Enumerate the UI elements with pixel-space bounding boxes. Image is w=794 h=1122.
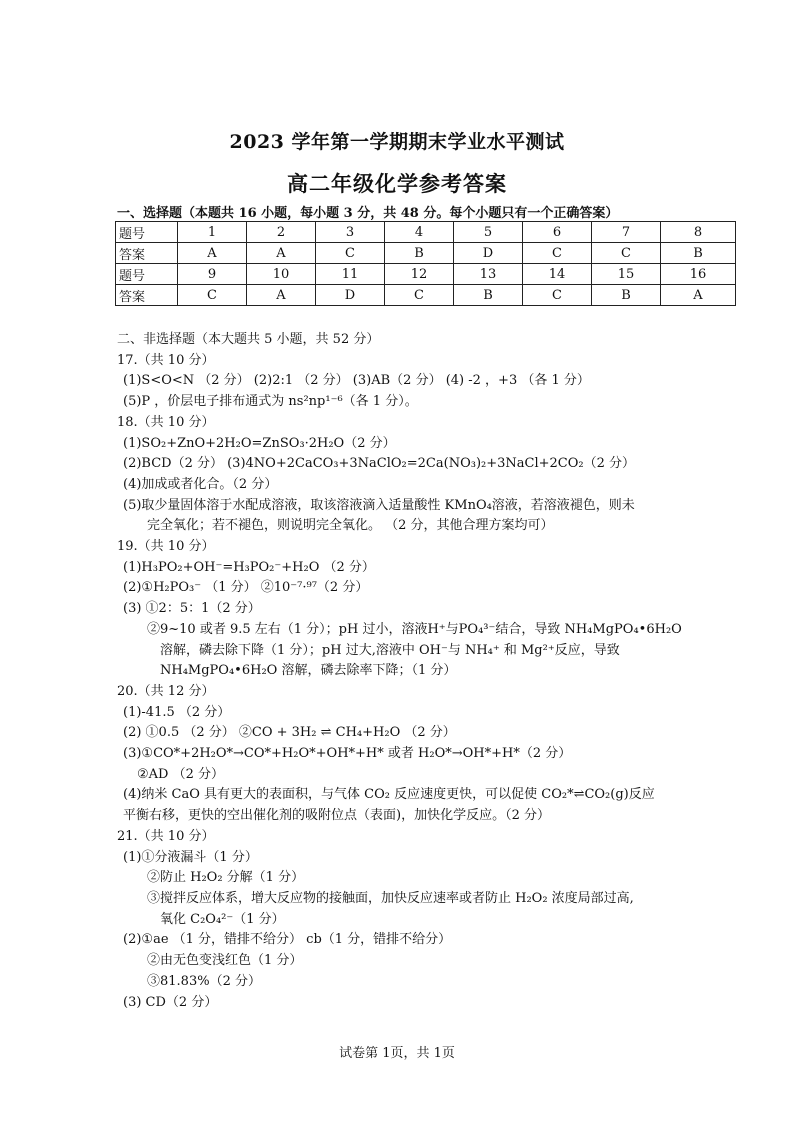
answer-table-row-label: 题号 bbox=[116, 264, 178, 285]
q19-line: ②9~10 或者 9.5 左右（1 分）；pH 过小，溶液H⁺与PO₄³⁻结合，导致 NH₄MgPO₄•6H₂O bbox=[147, 621, 682, 637]
answer-table-cell: B bbox=[454, 285, 523, 306]
q20-line: (4)纳米 CaO 具有更大的表面积，与气体 CO₂ 反应速度更快，可以促使 CO₂*⇌CO₂(g)反应 bbox=[123, 787, 655, 803]
answer-table-cell: B bbox=[592, 285, 661, 306]
exam-title: 2023 学年第一学期期末学业水平测试 bbox=[229, 131, 565, 153]
q18-line: (4)加成或者化合。（2 分） bbox=[123, 476, 278, 492]
page-footer: 试卷第 1页，共 1页 bbox=[339, 1046, 455, 1061]
q19-line: NH₄MgPO₄•6H₂O 溶解，磷去除率下降；（1 分） bbox=[160, 663, 457, 679]
answer-table-cell: C bbox=[316, 243, 385, 264]
q17-line: (1)S<O<N （2 分） (2)2:1 （2 分） (3)AB（2 分） (4) -2 ，+3 （各 1 分） bbox=[123, 373, 590, 389]
answer-table-cell: 7 bbox=[592, 222, 661, 243]
answer-table-row bbox=[116, 285, 736, 306]
q19-header: 19.（共 10 分） bbox=[117, 539, 215, 555]
answer-table-cell: 4 bbox=[385, 222, 454, 243]
answer-table-cell: A bbox=[661, 285, 736, 306]
q21-line: (2)①ae （1 分，错排不给分） cb（1 分，错排不给分） bbox=[123, 932, 452, 948]
q20-header: 20.（共 12 分） bbox=[117, 683, 215, 699]
section2-heading: 二、非选择题（本大题共 5 小题，共 52 分） bbox=[117, 332, 380, 347]
answer-table-cell: A bbox=[247, 243, 316, 264]
answer-table-row-label: 答案 bbox=[116, 285, 178, 306]
answer-table-cell: 10 bbox=[247, 264, 316, 285]
q19-line: 溶解，磷去除下降（1 分）；pH 过大,溶液中 OH⁻与 NH₄⁺ 和 Mg²⁺反应，导致 bbox=[160, 642, 620, 658]
answer-table-cell: B bbox=[385, 243, 454, 264]
q20-line: 平衡右移，更快的空出催化剂的吸附位点（表面)，加快化学反应。（2 分） bbox=[123, 808, 550, 824]
answer-table-cell: D bbox=[316, 285, 385, 306]
answer-table-cell: C bbox=[592, 243, 661, 264]
answer-table-row bbox=[116, 243, 736, 264]
answer-table-row bbox=[116, 264, 736, 285]
section1-heading: 一、选择题（本题共 16 小题，每小题 3 分，共 48 分。每个小题只有一个正确答案） bbox=[117, 206, 619, 221]
answer-table-cell: 5 bbox=[454, 222, 523, 243]
q18-line: 完全氧化；若不褪色，则说明完全氧化。 （2 分，其他合理方案均可） bbox=[147, 518, 554, 534]
answer-table-cell: 9 bbox=[178, 264, 247, 285]
answer-table bbox=[115, 221, 736, 306]
q20-line: (1)-41.5 （2 分） bbox=[123, 704, 231, 720]
answer-table-row-label: 答案 bbox=[116, 243, 178, 264]
answer-table-cell: A bbox=[178, 243, 247, 264]
answer-table-cell: A bbox=[247, 285, 316, 306]
q17-header: 17.（共 10 分） bbox=[117, 352, 215, 368]
answer-table-cell: 2 bbox=[247, 222, 316, 243]
answer-table-cell: C bbox=[178, 285, 247, 306]
exam-subtitle: 高二年级化学参考答案 bbox=[287, 171, 507, 196]
q17-line: (5)P ，价层电子排布通式为 ns²np¹⁻⁶（各 1 分）。 bbox=[123, 394, 418, 410]
answer-table-cell: C bbox=[385, 285, 454, 306]
answer-table-cell: 16 bbox=[661, 264, 736, 285]
q21-line: ②防止 H₂O₂ 分解（1 分） bbox=[147, 870, 305, 886]
answer-table-cell: 3 bbox=[316, 222, 385, 243]
answer-table-cell: 13 bbox=[454, 264, 523, 285]
q18-header: 18.（共 10 分） bbox=[117, 414, 215, 430]
answer-table-cell: 8 bbox=[661, 222, 736, 243]
answer-table-cell: 12 bbox=[385, 264, 454, 285]
q21-line: ③搅拌反应体系，增大反应物的接触面，加快反应速率或者防止 H₂O₂ 浓度局部过高, bbox=[147, 890, 634, 906]
q21-header: 21.（共 10 分） bbox=[117, 828, 215, 844]
q20-line: (3)①CO*+2H₂O*→CO*+H₂O*+OH*+H* 或者 H₂O*→OH*+H*（2 分） bbox=[123, 746, 572, 762]
q19-line: (1)H₃PO₂+OH⁻=H₃PO₂⁻+H₂O （2 分） bbox=[123, 559, 375, 575]
q21-line: (3) CD（2 分） bbox=[123, 994, 218, 1010]
answer-table-cell: 6 bbox=[523, 222, 592, 243]
q20-line: ②AD （2 分） bbox=[137, 766, 225, 782]
answer-table-row-label: 题号 bbox=[116, 222, 178, 243]
q18-line: (2)BCD（2 分） (3)4NO+2CaCO₃+3NaClO₂=2Ca(NO₃)₂+3NaCl+2CO₂（2 分） bbox=[123, 456, 636, 472]
answer-table-row bbox=[116, 222, 736, 243]
q21-line: (1)①分液漏斗（1 分） bbox=[123, 849, 258, 865]
q19-line: (2)①H₂PO₃⁻ （1 分） ②10⁻⁷·⁹⁷（2 分） bbox=[123, 580, 369, 596]
answer-table-cell: 15 bbox=[592, 264, 661, 285]
answer-table-cell: D bbox=[454, 243, 523, 264]
q21-line: 氧化 C₂O₄²⁻（1 分） bbox=[160, 911, 285, 927]
answer-table-cell: 1 bbox=[178, 222, 247, 243]
answer-table-cell: B bbox=[661, 243, 736, 264]
answer-table-cell: 14 bbox=[523, 264, 592, 285]
section2-body bbox=[117, 330, 697, 1013]
q18-line: (1)SO₂+ZnO+2H₂O=ZnSO₃·2H₂O（2 分） bbox=[123, 435, 396, 451]
q21-line: ②由无色变浅红色（1 分） bbox=[147, 953, 303, 969]
answer-table-cell: 11 bbox=[316, 264, 385, 285]
answer-table-cell: C bbox=[523, 243, 592, 264]
q19-line: (3) ①2：5：1（2 分） bbox=[123, 601, 261, 617]
answer-table-cell: C bbox=[523, 285, 592, 306]
q21-line: ③81.83%（2 分） bbox=[147, 973, 261, 989]
q20-line: (2) ①0.5 （2 分） ②CO + 3H₂ ⇌ CH₄+H₂O （2 分） bbox=[123, 725, 456, 741]
q18-line: (5)取少量固体溶于水配成溶液，取该溶液滴入适量酸性 KMnO₄溶液，若溶液褪色，则未 bbox=[123, 497, 635, 513]
